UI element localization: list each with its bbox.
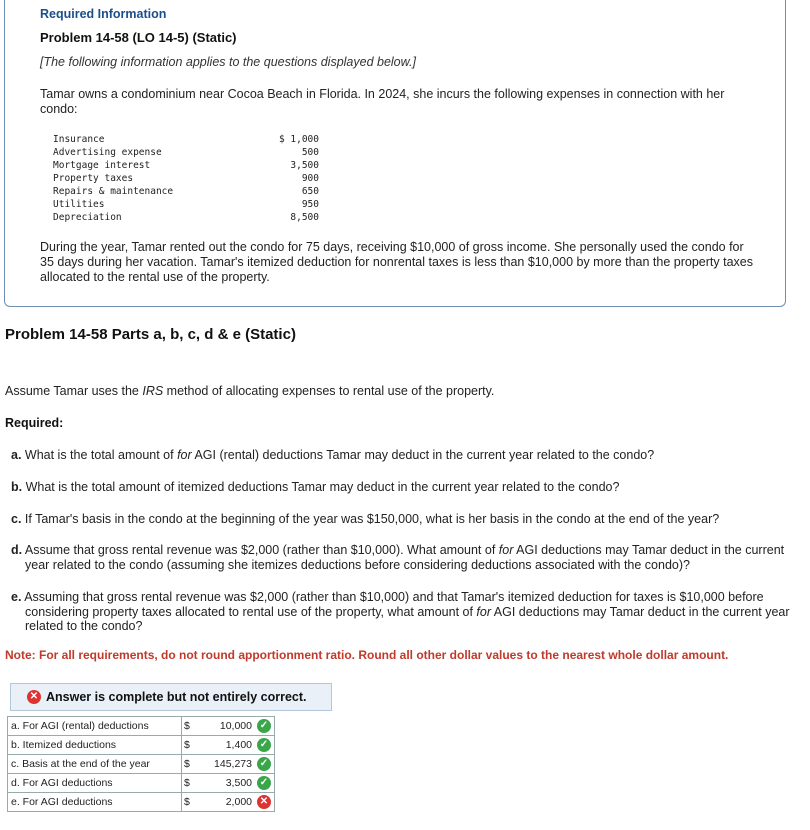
question-letter: e. — [11, 590, 22, 604]
answer-input[interactable] — [194, 793, 275, 812]
question-text: Assuming that gross rental revenue was $2,000 (rather than $10,000) and that Tamar's itemized deduction for taxes is $10,000 before considering property taxes allocated to rental use of the property, what amount of — [21, 590, 764, 619]
expense-row — [53, 133, 319, 146]
expense-label: Utilities — [53, 199, 105, 210]
expense-label: Advertising expense — [53, 147, 162, 158]
expense-label: Mortgage interest — [53, 160, 151, 171]
question-e — [11, 590, 800, 634]
question-d — [11, 543, 800, 572]
answer-input[interactable] — [194, 755, 275, 774]
intro-text: Tamar owns a condominium near Cocoa Beach in Florida. In 2024, she incurs the following expenses in connection with her condo: — [40, 87, 725, 116]
expense-value: 500 — [301, 147, 319, 158]
answer-amount: 145,273 — [214, 758, 252, 770]
check-icon: ✓ — [257, 776, 271, 790]
problem-title: Problem 14-58 (LO 14-5) (Static) — [40, 30, 237, 45]
expense-row — [53, 211, 319, 224]
expense-row — [53, 198, 319, 211]
answer-amount: 10,000 — [219, 720, 252, 732]
answer-row — [8, 755, 275, 774]
question-c — [11, 512, 801, 527]
expense-label: Depreciation — [53, 212, 122, 223]
question-text: What is the total amount of — [21, 448, 178, 462]
assume-italic: IRS — [142, 384, 164, 398]
check-icon: ✓ — [257, 738, 271, 752]
answer-table — [7, 716, 275, 812]
question-italic: for — [177, 448, 192, 462]
question-letter: b. — [11, 480, 23, 494]
expense-label: Insurance — [53, 134, 105, 145]
expense-value: 950 — [301, 199, 319, 210]
assume-before: Assume Tamar uses the — [5, 384, 143, 398]
answer-status-banner — [10, 683, 332, 711]
answer-row — [8, 774, 275, 793]
expense-label: Property taxes — [53, 173, 134, 184]
check-icon: ✓ — [257, 719, 271, 733]
expense-value: 3,500 — [290, 160, 319, 171]
currency-symbol: $ — [182, 717, 195, 736]
question-text: AGI (rental) deductions Tamar may deduct in the current year related to the condo? — [191, 448, 655, 462]
question-text: Assume that gross rental revenue was $2,000 (rather than $10,000). What amount of — [22, 543, 499, 557]
question-a — [11, 448, 801, 463]
answer-input[interactable] — [194, 736, 275, 755]
answer-label: d. For AGI deductions — [8, 774, 182, 793]
answer-row — [8, 736, 275, 755]
answer-amount: 2,000 — [225, 796, 252, 808]
required-label: Required: — [5, 416, 64, 430]
question-text: What is the total amount of itemized deductions Tamar may deduct in the current year related to the condo? — [22, 480, 620, 494]
question-italic: for — [498, 543, 514, 557]
expense-value: $ 1,000 — [278, 134, 319, 145]
answer-status-text: Answer is complete but not entirely correct. — [46, 690, 307, 704]
currency-symbol: $ — [182, 774, 195, 793]
expense-row — [53, 185, 319, 198]
expense-value: 650 — [301, 186, 319, 197]
answer-amount: 3,500 — [225, 777, 252, 789]
question-italic: for — [476, 604, 492, 619]
expense-value: 8,500 — [290, 212, 319, 223]
expense-row — [53, 146, 319, 159]
assume-after: method of allocating expenses to rental use of the property. — [163, 384, 495, 398]
answer-label: a. For AGI (rental) deductions — [8, 717, 182, 736]
answer-input[interactable] — [194, 774, 275, 793]
answer-row — [8, 717, 275, 736]
expense-row — [53, 172, 319, 185]
expense-label: Repairs & maintenance — [53, 186, 174, 197]
question-letter: c. — [11, 512, 22, 526]
expense-value: 900 — [301, 173, 319, 184]
question-letter: a. — [11, 448, 22, 462]
currency-symbol: $ — [182, 755, 195, 774]
incorrect-x-icon: ✕ — [27, 690, 41, 704]
assume-text — [5, 384, 494, 398]
answer-row — [8, 793, 275, 812]
question-text: AGI deductions may Tamar deduct in the current year related to the condo? — [25, 604, 790, 633]
parts-title: Problem 14-58 Parts a, b, c, d & e (Static) — [5, 326, 296, 343]
check-icon: ✓ — [257, 757, 271, 771]
required-information-heading: Required Information — [40, 7, 167, 21]
answer-label: c. Basis at the end of the year — [8, 755, 182, 774]
question-text: AGI deductions may Tamar deduct in the current year related to the condo (assuming she itemizes deductions before considering deductions associated with the condo)? — [25, 543, 785, 572]
rounding-note: Note: For all requirements, do not round apportionment ratio. Round all other dollar values to the nearest whole dollar amount. — [5, 648, 729, 662]
during-year-text: During the year, Tamar rented out the condo for 75 days, receiving $10,000 of gross income. She personally used the condo for 35 days during her vacation. Tamar's itemized deduction for nonrental taxes is less than $10,000 by more than the property taxes allocated to the rental use of the property. — [40, 240, 753, 284]
incorrect-x-icon: ✕ — [257, 795, 271, 809]
expense-table — [53, 133, 319, 224]
question-letter: d. — [11, 543, 23, 557]
answer-label: b. Itemized deductions — [8, 736, 182, 755]
answer-label: e. For AGI deductions — [8, 793, 182, 812]
question-text: If Tamar's basis in the condo at the beginning of the year was $150,000, what is her basis in the condo at the end of the year? — [21, 512, 720, 526]
expense-row — [53, 159, 319, 172]
question-b — [11, 480, 801, 495]
answer-input[interactable] — [194, 717, 275, 736]
info-note: [The following information applies to the questions displayed below.] — [40, 55, 416, 69]
currency-symbol: $ — [182, 793, 195, 812]
currency-symbol: $ — [182, 736, 195, 755]
answer-amount: 1,400 — [225, 739, 252, 751]
